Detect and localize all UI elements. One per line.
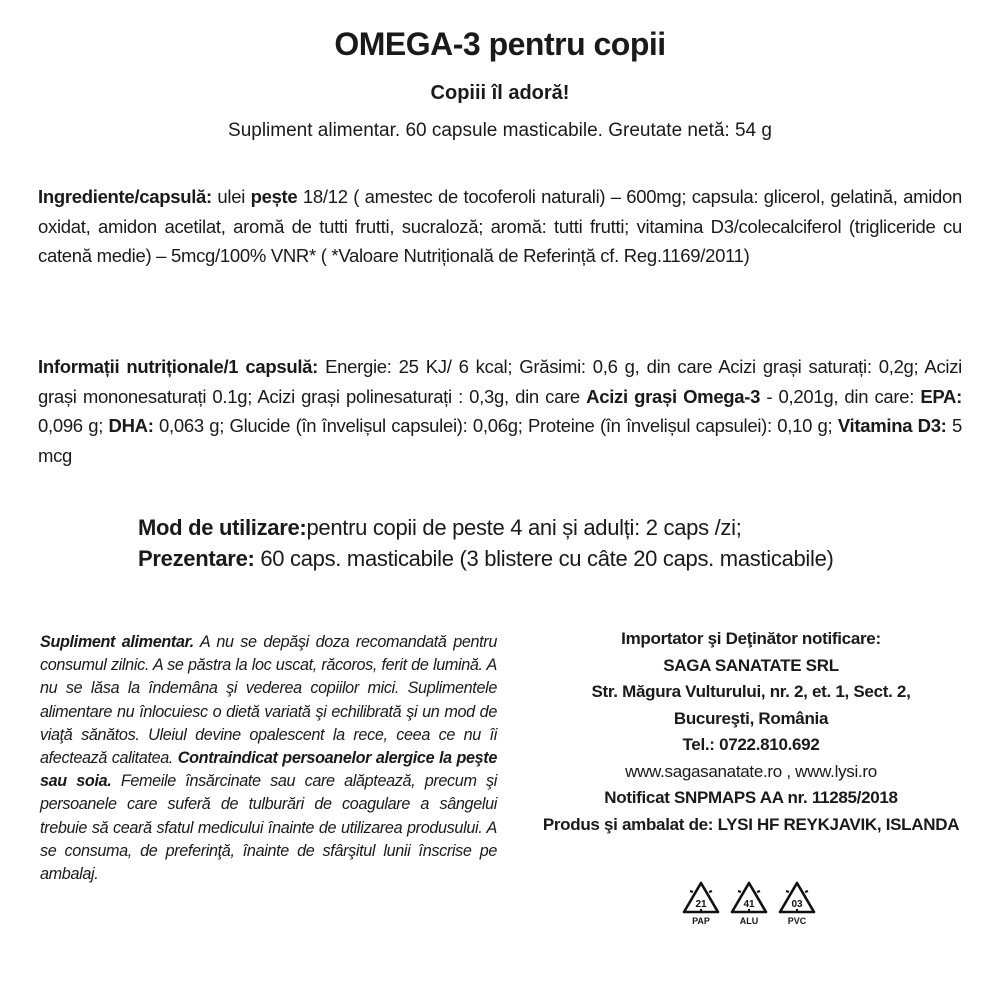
nutrition-text-2: - 0,201g, din care:: [760, 385, 921, 407]
usage-label: Mod de utilizare:: [138, 515, 307, 540]
recycle-label-alu: ALU: [739, 916, 759, 926]
warnings-bold-1: Supliment alimentar.: [40, 633, 194, 651]
recycling-symbols: [680, 880, 820, 936]
presentation-label: Prezentare:: [138, 546, 255, 571]
importer-phone: Tel.: 0722.810.692: [682, 735, 820, 754]
presentation-text: 60 caps. masticabile (3 blistere cu câte 20 caps. masticabile): [254, 546, 834, 571]
nutrition-omega3-label: Acizi grași Omega-3: [586, 385, 761, 407]
recycle-label-pap: PAP: [692, 916, 710, 926]
ingredients-label: Ingrediente/capsulă:: [38, 186, 212, 207]
recycle-pap: [680, 880, 722, 934]
importer-city: Bucureşti, România: [673, 708, 829, 728]
importer-company: SAGA SANATATE SRL: [663, 655, 839, 675]
notification-number: Notificat SNPMAPS AA nr. 11285/2018: [604, 788, 898, 807]
nutrition-vitd3-label: Vitamina D3:: [837, 415, 947, 436]
product-subtitle: Copiii îl adoră!: [430, 82, 570, 104]
recycle-label-pvc: PVC: [787, 916, 807, 926]
importer-websites: www.sagasanatate.ro , www.lysi.ro: [625, 761, 877, 781]
presentation-line: [138, 543, 878, 574]
usage-block: [138, 512, 878, 574]
recycle-pvc: [776, 880, 818, 934]
nutrition-text-3: 0,096 g;: [38, 415, 109, 436]
warnings-text-2: Femeile însărcinate sau care alăptează, precum şi persoanele care suferă de tulburări de coagulare a sângelui trebuie să ceară sfatul medicului înainte de utilizarea produsului. A se consuma, de preferinţă, înainte de sfârşitul lunii înscrise pe ambalaj.: [40, 772, 497, 884]
nutrition-epa-label: EPA:: [920, 385, 962, 407]
nutrition-label: Informații nutriționale/1 capsulă:: [38, 356, 319, 377]
product-title: OMEGA-3 pentru copii: [334, 26, 666, 62]
recycle-alu: [728, 880, 770, 934]
svg-text:03: 03: [791, 899, 803, 910]
warnings-bold-2: Contraindicat persoanelor alergice la peşte sau soia.: [40, 749, 498, 791]
recycle-triangle-icon: [729, 880, 769, 916]
usage-line: [138, 512, 878, 543]
usage-text: pentru copii de peste 4 ani și adulți: 2 caps /zi;: [306, 515, 742, 540]
ingredients-paragraph: [38, 182, 962, 271]
nutrition-paragraph: [38, 352, 962, 470]
ingredients-text-2: 18/12 ( amestec de tocoferoli naturali) – 600mg; capsula: glicerol, gelatină, amidon oxidat, amidon acetilat, aromă de tutti frutti, sucraloză; aromă: tutti frutti; vitamina D3/colecalciferol (trigliceride cu catenă medie) – 5mcg/100% VNR* ( *Valoare Nutrițională de Referință cf. Reg.1169/2011): [38, 186, 962, 266]
recycle-triangle-icon: [777, 880, 817, 916]
importer-address: Str. Măgura Vulturului, nr. 2, et. 1, Sect. 2,: [591, 682, 911, 701]
svg-text:21: 21: [695, 899, 707, 910]
ingredients-bold-fish: pește: [250, 186, 298, 207]
svg-text:41: 41: [743, 899, 755, 910]
importer-block: [520, 626, 982, 838]
warnings-text-1: A nu se depăşi doza recomandată pentru consumul zilnic. A se păstra la loc uscat, răcoros, ferit de lumină. A nu se lăsa la îndemâna şi vederea copiilor mici. Suplimentele alimentare nu înlocuiesc o dietă variată şi echilibrată şi un mod de viaţă sănătos. Uleiul devine opalescent la rece, ceea ce nu îi afectează calitatea.: [40, 633, 497, 768]
producer-line: Produs şi ambalat de: LYSI HF REYKJAVIK, ISLANDA: [542, 814, 960, 834]
warnings-paragraph: [40, 631, 497, 886]
recycle-triangle-icon: [681, 880, 721, 916]
nutrition-text-1: Energie: 25 KJ/ 6 kcal; Grăsimi: 0,6 g, din care Acizi grași saturați: 0,2g; Acizi grași mononesaturați 0.1g; Acizi grași polinesaturați : 0,3g, din care: [38, 356, 962, 407]
product-tagline: Supliment alimentar. 60 capsule masticabile. Greutate netă: 54 g: [228, 120, 772, 141]
ingredients-text-1: ulei: [211, 186, 251, 207]
importer-heading: Importator şi Deţinător notificare:: [621, 629, 881, 648]
nutrition-text-5: 5 mcg: [38, 415, 962, 466]
nutrition-text-4: 0,063 g; Glucide (în învelișul capsulei): 0,06g; Proteine (în învelișul capsulei): 0,10 g;: [153, 415, 838, 436]
nutrition-dha-label: DHA:: [108, 415, 154, 436]
